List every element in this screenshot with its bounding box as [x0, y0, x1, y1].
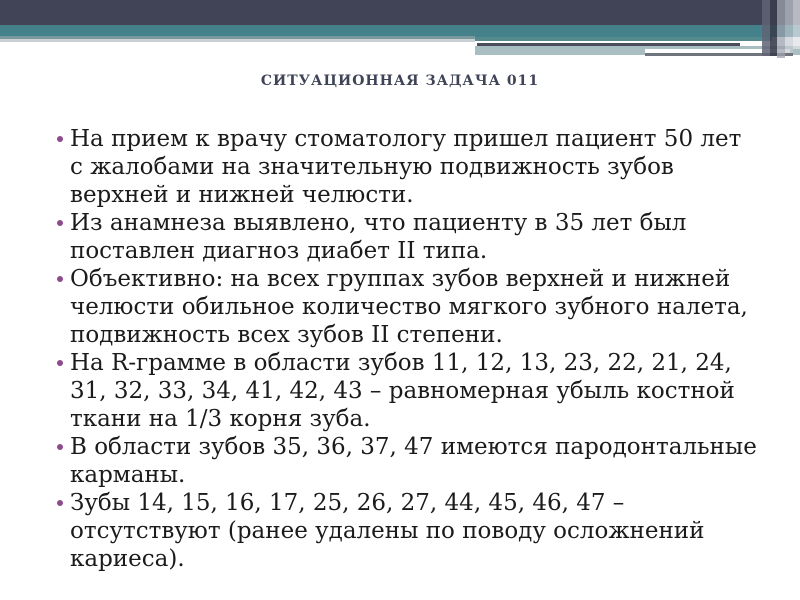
- header-corner-stripe: [777, 0, 785, 58]
- bullet-text: Зубы 14, 15, 16, 17, 25, 26, 27, 44, 45, 46, 47 – отсутствуют (ранее удалены по поводу осложнений кариеса).: [70, 490, 705, 572]
- bullet-item: [57, 125, 757, 209]
- bullet-text: Объективно: на всех группах зубов верхней и нижней челюсти обильное количество мягкого зубного налета, подвижность всех зубов II степени.: [70, 266, 748, 348]
- bullet-item: [57, 209, 757, 265]
- bullet-text: Из анамнеза выявлено, что пациенту в 35 лет был поставлен диагноз диабет II типа.: [70, 210, 687, 264]
- header-gray-line-left: [0, 39, 475, 42]
- bullet-text: В области зубов 35, 36, 37, 47 имеются пародонтальные карманы.: [70, 434, 757, 488]
- header-corner-stripe: [793, 0, 800, 49]
- bullet-item: [57, 265, 757, 349]
- bullet-text: На R-грамме в области зубов 11, 12, 13, 23, 22, 21, 24, 31, 32, 33, 34, 41, 42, 43 – равномерная убыль костной ткани на 1/3 корня зуба.: [70, 350, 735, 432]
- bullet-dot-icon: [57, 276, 63, 282]
- bullet-dot-icon: [57, 360, 63, 366]
- bullet-dot-icon: [57, 444, 63, 450]
- bullet-item: [57, 349, 757, 433]
- header-corner-stripe: [762, 0, 770, 56]
- header-dark-bar: [0, 0, 800, 25]
- bullet-dot-icon: [57, 220, 63, 226]
- header-corner-stripe: [785, 0, 793, 53]
- slide-title: СИТУАЦИОННАЯ ЗАДАЧА 011: [260, 73, 540, 89]
- bullet-list: [57, 125, 757, 573]
- bullet-item: [57, 489, 757, 573]
- bullet-item: [57, 433, 757, 489]
- header-corner-stripe: [770, 0, 777, 56]
- bullet-text: На прием к врачу стоматологу пришел пациент 50 лет с жалобами на значительную подвижность зубов верхней и нижней челюсти.: [70, 126, 742, 208]
- header-teal-band-right: [475, 37, 772, 41]
- bullet-dot-icon: [57, 500, 63, 506]
- bullet-dot-icon: [57, 136, 63, 142]
